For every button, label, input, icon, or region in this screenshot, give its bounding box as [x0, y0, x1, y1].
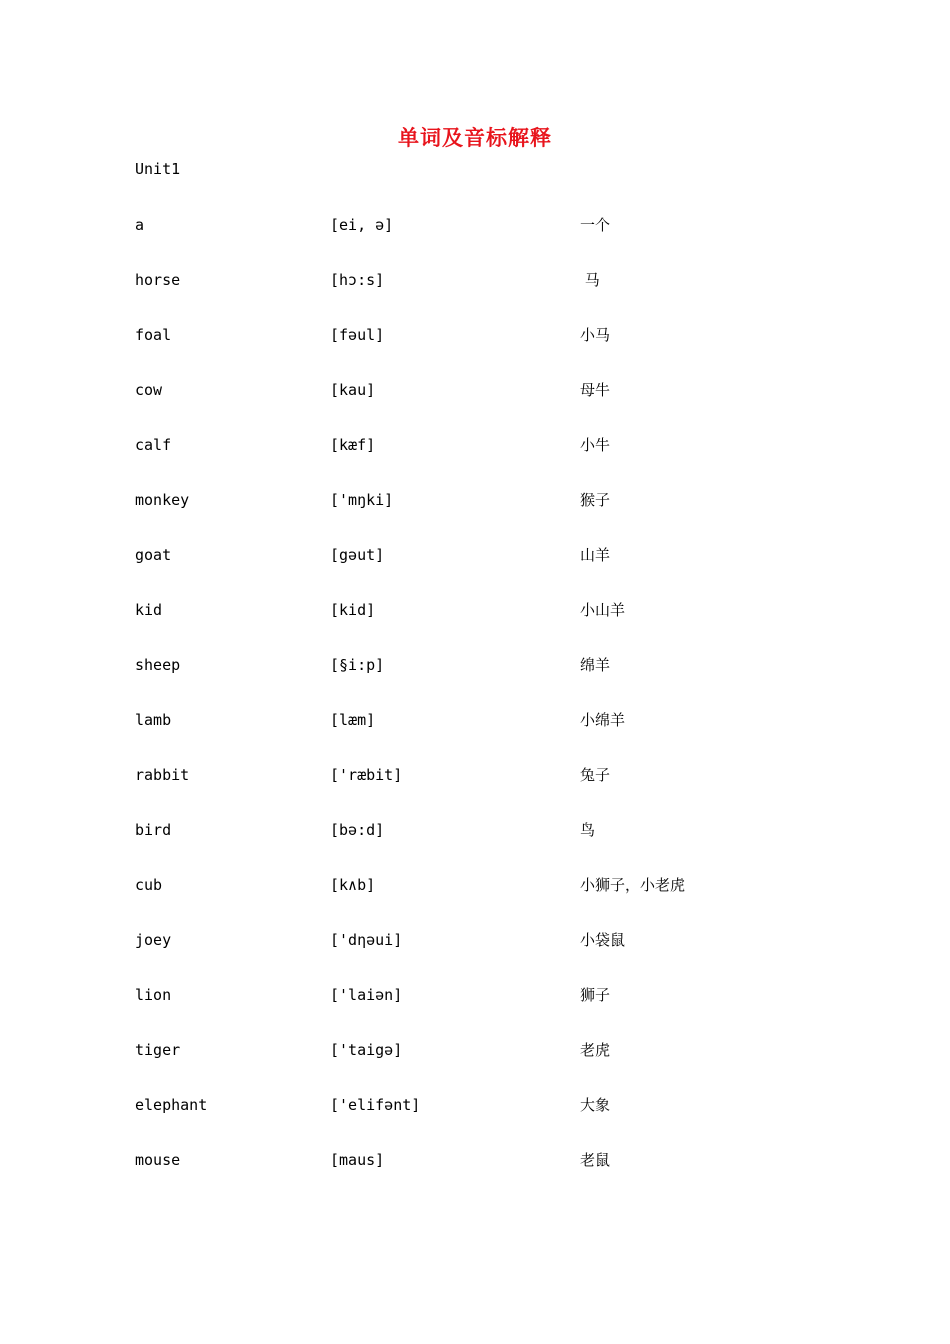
vocab-meaning: 小山羊: [580, 601, 626, 619]
vocab-row: [0, 544, 950, 566]
vocab-phonetic: [maus]: [330, 1151, 385, 1169]
vocab-meaning: 小牛: [580, 436, 611, 454]
vocab-phonetic: [gəut]: [330, 546, 385, 564]
vocab-word: lion: [135, 986, 172, 1004]
vocab-row: [0, 1039, 950, 1061]
vocab-row: [0, 764, 950, 786]
vocab-meaning: 母牛: [580, 381, 611, 399]
vocab-meaning: 小绵羊: [580, 711, 626, 729]
vocab-row: [0, 819, 950, 841]
vocab-row: [0, 599, 950, 621]
vocab-meaning: 鸟: [580, 821, 596, 839]
vocab-word: cow: [135, 381, 163, 399]
vocab-word: calf: [135, 436, 172, 454]
vocab-phonetic: [ei, ə]: [330, 216, 394, 234]
vocab-meaning: 绵羊: [580, 656, 611, 674]
vocab-word: elephant: [135, 1096, 208, 1114]
vocab-word: bird: [135, 821, 172, 839]
vocab-word: kid: [135, 601, 163, 619]
vocab-meaning: 老虎: [580, 1041, 611, 1059]
vocab-phonetic: ['taigə]: [330, 1041, 403, 1059]
vocab-word: monkey: [135, 491, 190, 509]
vocab-meaning: 兔子: [580, 766, 611, 784]
vocab-row: [0, 1149, 950, 1171]
vocab-word: lamb: [135, 711, 172, 729]
vocab-phonetic: [kæf]: [330, 436, 376, 454]
vocab-row: [0, 379, 950, 401]
vocab-word: sheep: [135, 656, 181, 674]
vocab-row: [0, 984, 950, 1006]
vocab-row: [0, 434, 950, 456]
vocab-word: mouse: [135, 1151, 181, 1169]
vocab-phonetic: ['ræbit]: [330, 766, 403, 784]
vocab-phonetic: [fəul]: [330, 326, 385, 344]
vocab-word: joey: [135, 931, 172, 949]
vocab-word: rabbit: [135, 766, 190, 784]
vocab-phonetic: [hɔ:s]: [330, 271, 385, 289]
vocab-phonetic: ['mŋki]: [330, 491, 394, 509]
vocab-meaning: 一个: [580, 216, 611, 234]
vocab-row: [0, 1094, 950, 1116]
vocab-word: foal: [135, 326, 172, 344]
vocab-meaning: 小马: [580, 326, 611, 344]
vocab-meaning: 老鼠: [580, 1151, 611, 1169]
vocab-phonetic: [kau]: [330, 381, 376, 399]
page-title: 单词及音标解释: [398, 125, 552, 150]
vocab-row: [0, 874, 950, 896]
vocab-row: [0, 929, 950, 951]
vocab-meaning: 小狮子，小老虎: [580, 876, 686, 894]
vocab-row: [0, 214, 950, 236]
vocab-meaning: 猴子: [580, 491, 611, 509]
vocab-phonetic: [kid]: [330, 601, 376, 619]
vocab-word: cub: [135, 876, 163, 894]
unit-label: Unit1: [135, 160, 181, 178]
vocab-phonetic: ['dηəui]: [330, 931, 403, 949]
vocab-phonetic: [§i:p]: [330, 656, 385, 674]
vocab-row: [0, 269, 950, 291]
vocab-meaning: 山羊: [580, 546, 611, 564]
vocab-meaning: 狮子: [580, 986, 611, 1004]
vocab-row: [0, 489, 950, 511]
vocab-meaning: 小袋鼠: [580, 931, 626, 949]
vocab-phonetic: [læm]: [330, 711, 376, 729]
vocab-phonetic: ['laiən]: [330, 986, 403, 1004]
vocab-phonetic: ['elifənt]: [330, 1096, 421, 1114]
vocab-meaning: 马: [580, 271, 600, 289]
vocab-phonetic: [k∧b]: [330, 876, 376, 894]
vocab-word: tiger: [135, 1041, 181, 1059]
vocab-word: horse: [135, 271, 181, 289]
vocab-phonetic: [bə:d]: [330, 821, 385, 839]
vocab-word: a: [135, 216, 145, 234]
vocab-row: [0, 654, 950, 676]
vocab-row: [0, 709, 950, 731]
vocab-meaning: 大象: [580, 1096, 611, 1114]
vocab-row: [0, 324, 950, 346]
vocab-word: goat: [135, 546, 172, 564]
